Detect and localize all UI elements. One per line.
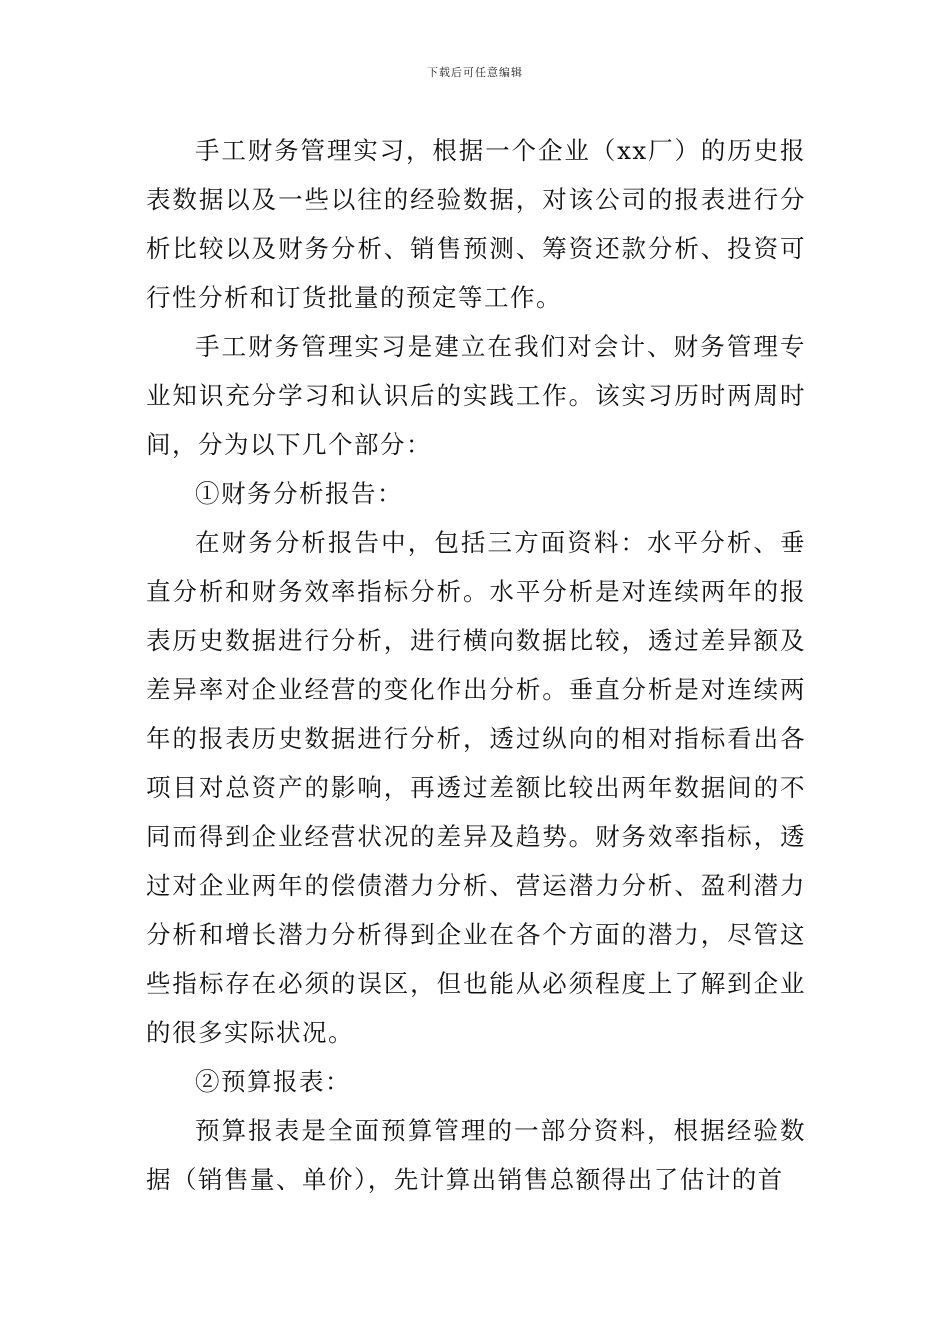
page-header: 下载后可任意编辑	[427, 66, 523, 79]
paragraph-financial-analysis: 在财务分析报告中，包括三方面资料：水平分析、垂直分析和财务效率指标分析。水平分析是对连续两年的报表历史数据进行分析，进行横向数据比较，透过差异额及差异率对企业经营的变化作出分析。垂直分析是对连续两年的报表历史数据进行分析，透过纵向的相对指标看出各项目对总资产的影响，再透过差额比较出两年数据间的不同而得到企业经营状况的差异及趋势。财务效率指标，透过对企业两年的偿债潜力分析、营运潜力分析、盈利潜力分析和增长潜力分析得到企业在各个方面的潜力，尽管这些指标存在必须的误区，但也能从必须程度上了解到企业的很多实际状况。	[146, 528, 806, 1047]
paragraph-budget-report: 预算报表是全面预算管理的一部分资料，根据经验数据（销售量、单价），先计算出销售总额得出了估计的首	[146, 1116, 806, 1194]
document-body	[146, 126, 806, 1204]
section-heading-financial-analysis: ①财务分析报告：	[195, 479, 403, 508]
paragraph-overview: 手工财务管理实习是建立在我们对会计、财务管理专业知识充分学习和认识后的实践工作。该实习历时两周时间，分为以下几个部分：	[146, 332, 806, 459]
paragraph-intro: 手工财务管理实习，根据一个企业（xx厂）的历史报表数据以及一些以往的经验数据，对该公司的报表进行分析比较以及财务分析、销售预测、筹资还款分析、投资可行性分析和订货批量的预定等工作。	[146, 136, 806, 312]
section-heading-budget-report: ②预算报表：	[195, 1067, 351, 1096]
